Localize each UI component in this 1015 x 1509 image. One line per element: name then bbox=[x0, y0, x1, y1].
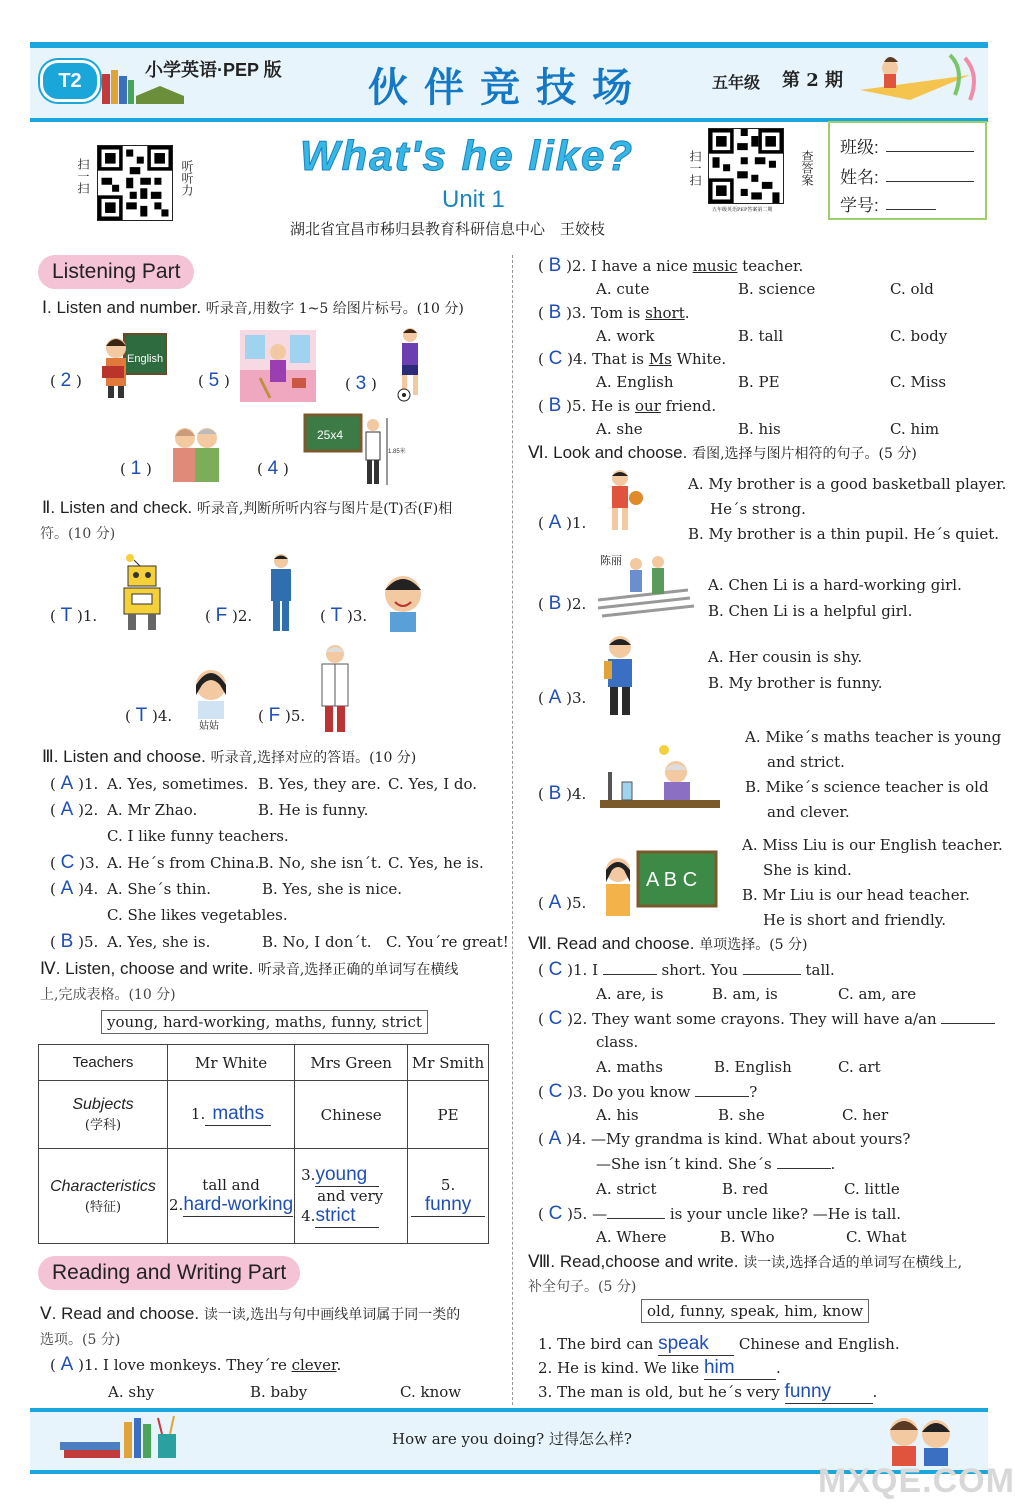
s8-sentence-2[interactable]: 2. He is kind. We like him . bbox=[538, 1357, 781, 1378]
tall-teacher-blackboard-image bbox=[303, 413, 406, 488]
name-label: 姓名: bbox=[840, 168, 879, 187]
s3-option-b: B. He is funny. bbox=[258, 801, 369, 819]
reading-part-heading: Reading and Writing Part bbox=[38, 1256, 300, 1290]
s5-option-a: A. she bbox=[596, 420, 643, 438]
english-teacher-abc-board-image bbox=[598, 852, 718, 924]
s3-option-a: A. Yes, sometimes. bbox=[107, 775, 249, 793]
s7-option-b: B. red bbox=[722, 1180, 769, 1198]
s6-heading: Ⅵ. Look and choose. 看图,选择与图片相符的句子。(5 分) bbox=[528, 443, 917, 462]
s3-option-c: C. I like funny teachers. bbox=[107, 827, 289, 845]
table-header-teachers: Teachers bbox=[39, 1045, 168, 1081]
s5-answer-2[interactable]: ( B )2. I have a nice music teacher. bbox=[538, 255, 804, 276]
s2-heading: Ⅱ. Listen and check. 听录音,判断所听内容与图片是(T)否(F)相 bbox=[42, 498, 453, 517]
s2-heading-cont: 符。(10 分) bbox=[40, 526, 116, 542]
s3-option-b: B. Yes, they are. bbox=[258, 775, 381, 793]
s6-4-option-b2: and clever. bbox=[767, 803, 850, 821]
cell-subject-1[interactable]: 1. maths bbox=[168, 1081, 295, 1149]
board-math-text: 25x4 bbox=[317, 428, 344, 442]
s7-option-c: C. art bbox=[838, 1058, 881, 1076]
s5-option-c: C. Miss bbox=[890, 373, 947, 391]
table-header-mr-smith: Mr Smith bbox=[408, 1045, 489, 1081]
s8-heading: Ⅷ. Read,choose and write. 读一读,选择合适的单词写在横线上, bbox=[528, 1252, 963, 1271]
column-divider bbox=[512, 255, 513, 1405]
abc-board-text: A B C bbox=[646, 869, 698, 891]
row-characteristics-label: Characteristics (特征) bbox=[39, 1149, 168, 1244]
grandparents-image bbox=[165, 422, 227, 484]
s2-item-2[interactable]: ( F )2. bbox=[205, 605, 253, 626]
brand-title: 伙伴竞技场 bbox=[368, 66, 648, 110]
s7-4-reply: —She isn´t kind. She´s . bbox=[596, 1155, 836, 1173]
class-label: 班级: bbox=[840, 138, 879, 157]
s5-answer-3[interactable]: ( B )3. Tom is short. bbox=[538, 302, 690, 323]
s5-option-a: A. cute bbox=[596, 280, 650, 298]
aunt-label: 姑姑 bbox=[199, 721, 219, 732]
s2-item-1[interactable]: ( T )1. bbox=[50, 605, 98, 626]
s7-question-3[interactable]: ( C )3. Do you know ? bbox=[538, 1081, 758, 1102]
boy-playing-football-image bbox=[390, 325, 430, 403]
s6-5-option-b: B. Mr Liu is our head teacher. bbox=[742, 886, 970, 904]
s7-question-4[interactable]: ( A )4. —My grandma is kind. What about yours? bbox=[538, 1128, 911, 1149]
unit-label: Unit 1 bbox=[442, 186, 505, 213]
cell-subject-pe: PE bbox=[408, 1081, 489, 1149]
table-header-mr-white: Mr White bbox=[168, 1045, 295, 1081]
s7-option-c: C. her bbox=[842, 1106, 889, 1124]
s5-option-a: A. shy bbox=[108, 1383, 155, 1401]
s6-3-option-a: A. Her cousin is shy. bbox=[708, 648, 863, 666]
s6-answer-4[interactable]: ( B )4. bbox=[538, 783, 587, 804]
s6-5-option-b2: He is short and friendly. bbox=[763, 911, 947, 929]
table-header-mrs-green: Mrs Green bbox=[295, 1045, 408, 1081]
s5-option-c: C. old bbox=[890, 280, 934, 298]
s2-item-3[interactable]: ( T )3. bbox=[320, 605, 368, 626]
issue-badge: T2 bbox=[40, 60, 100, 102]
s5-option-a: A. work bbox=[596, 327, 655, 345]
qr-caption: 五年级英语PEP答案第二期 bbox=[712, 207, 773, 213]
s5-heading-cont: 选项。(5 分) bbox=[40, 1332, 121, 1348]
s5-answer-5[interactable]: ( B )5. He is our friend. bbox=[538, 395, 717, 416]
s5-option-c: C. body bbox=[890, 327, 948, 345]
s2-item-4[interactable]: ( T )4. bbox=[125, 705, 173, 726]
grade-label: 五年级 bbox=[712, 73, 761, 92]
girl-reading-english-image bbox=[96, 330, 168, 400]
doctor-image bbox=[316, 642, 354, 736]
s3-option-b: B. No, I don´t. bbox=[262, 933, 372, 951]
s5-option-b: B. PE bbox=[738, 373, 780, 391]
board-english-text: English bbox=[127, 353, 164, 365]
height-label: 1.85米 bbox=[388, 449, 406, 455]
cell-char-white[interactable]: tall and 2.hard-working bbox=[168, 1149, 295, 1244]
girl-cleaning-room-image bbox=[240, 330, 316, 402]
s5-option-a: A. English bbox=[596, 373, 674, 391]
id-field[interactable] bbox=[886, 209, 936, 210]
s7-option-a: A. are, is bbox=[596, 985, 664, 1003]
s1-answer-2[interactable]: ( 5 ) bbox=[198, 370, 230, 391]
s6-4-option-a: A. Mike´s maths teacher is young bbox=[745, 728, 1002, 746]
s7-option-c: C. What bbox=[846, 1228, 907, 1246]
s1-answer-3[interactable]: ( 3 ) bbox=[345, 373, 377, 394]
girl-helping-old-man-cross-road-image bbox=[598, 550, 696, 622]
s5-option-b: B. baby bbox=[250, 1383, 308, 1401]
s7-option-a: A. his bbox=[596, 1106, 639, 1124]
qr-right-hint: 扫一扫 bbox=[688, 150, 702, 186]
s3-option-a: A. She´s thin. bbox=[107, 880, 212, 898]
s8-sentence-3[interactable]: 3. The man is old, but he´s very funny . bbox=[538, 1381, 878, 1402]
chen-li-label: 陈丽 bbox=[600, 554, 622, 567]
s3-option-b: B. Yes, she is nice. bbox=[262, 880, 403, 898]
man-in-suit-image bbox=[266, 552, 296, 634]
s3-option-a: A. He´s from China. bbox=[107, 854, 260, 872]
s7-question-1[interactable]: ( C )1. I short. You tall. bbox=[538, 959, 835, 980]
qr-left-label: 听听力 bbox=[180, 160, 194, 196]
s7-option-a: A. maths bbox=[596, 1058, 663, 1076]
s7-heading: Ⅶ. Read and choose. 单项选择。(5 分) bbox=[528, 934, 808, 953]
author-line: 湖北省宜昌市秭归县教育科研信息中心 王姣枝 bbox=[290, 220, 606, 238]
qr-right-label: 查答案 bbox=[800, 150, 814, 186]
row-subjects-label: Subjects (学科) bbox=[39, 1081, 168, 1149]
footer-text: How are you doing? 过得怎么样? bbox=[392, 1430, 632, 1448]
s6-2-option-b: B. Chen Li is a helpful girl. bbox=[708, 602, 913, 620]
s6-4-option-b: B. Mike´s science teacher is old bbox=[745, 778, 989, 796]
s2-item-5[interactable]: ( F )5. bbox=[258, 705, 306, 726]
s3-option-a: A. Mr Zhao. bbox=[107, 801, 198, 819]
s7-option-c: C. am, are bbox=[838, 985, 917, 1003]
science-teacher-image bbox=[600, 742, 720, 810]
s7-option-b: B. am, is bbox=[712, 985, 778, 1003]
s7-option-b: B. Who bbox=[720, 1228, 775, 1246]
teachers-table bbox=[38, 1044, 489, 1244]
s5-option-b: B. his bbox=[738, 420, 781, 438]
issue-label: 第 2 期 bbox=[782, 70, 844, 91]
s7-option-c: C. little bbox=[844, 1180, 900, 1198]
s5-heading: Ⅴ. Read and choose. 读一读,选出与句中画线单词属于同一类的 bbox=[40, 1304, 461, 1323]
s8-heading-cont: 补全句子。(5 分) bbox=[528, 1279, 637, 1295]
qr-left-hint: 扫一扫 bbox=[76, 158, 90, 194]
s7-2-continuation: class. bbox=[596, 1033, 639, 1051]
s6-answer-5[interactable]: ( A )5. bbox=[538, 892, 587, 913]
s6-3-option-b: B. My brother is funny. bbox=[708, 674, 883, 692]
s7-option-b: B. English bbox=[714, 1058, 792, 1076]
page-title: What's he like? bbox=[300, 132, 635, 179]
s1-answer-5[interactable]: ( 4 ) bbox=[257, 458, 289, 479]
s8-sentence-1[interactable]: 1. The bird can speak Chinese and English. bbox=[538, 1333, 900, 1354]
s3-option-c: C. Yes, he is. bbox=[388, 854, 484, 872]
s3-option-b: B. No, she isn´t. bbox=[258, 854, 382, 872]
s5-option-b: B. tall bbox=[738, 327, 784, 345]
s3-answer-2[interactable]: ( A )2. bbox=[50, 799, 99, 820]
s4-heading-cont: 上,完成表格。(10 分) bbox=[40, 987, 176, 1003]
s5-option-c: C. know bbox=[400, 1383, 462, 1401]
s6-answer-1[interactable]: ( A )1. bbox=[538, 512, 587, 533]
s5-answer-4[interactable]: ( C )4. That is Ms White. bbox=[538, 348, 727, 369]
robot-image bbox=[112, 552, 172, 634]
s5-answer-1[interactable]: ( A )1. I love monkeys. They´re clever. bbox=[50, 1354, 342, 1375]
class-field[interactable] bbox=[886, 151, 974, 152]
cell-char-smith[interactable]: 5.funny bbox=[408, 1149, 489, 1244]
s4-heading: Ⅳ. Listen, choose and write. 听录音,选择正确的单词写在横线 bbox=[40, 959, 459, 978]
s3-heading: Ⅲ. Listen and choose. 听录音,选择对应的答语。(10 分) bbox=[42, 747, 417, 766]
s1-answer-4[interactable]: ( 1 ) bbox=[120, 458, 152, 479]
qr-code-listening[interactable] bbox=[97, 145, 173, 221]
s5-option-c: C. him bbox=[890, 420, 940, 438]
s6-5-option-a2: She is kind. bbox=[763, 861, 852, 879]
series-label: 小学英语·PEP 版 bbox=[145, 60, 282, 80]
s6-5-option-a: A. Miss Liu is our English teacher. bbox=[742, 836, 1003, 854]
cell-char-green[interactable]: 3.young and very 4.strict bbox=[295, 1149, 408, 1244]
watermark: MXQE.COM bbox=[818, 1462, 1015, 1500]
s3-option-c: C. You´re great! bbox=[386, 933, 509, 951]
s3-option-c: C. Yes, I do. bbox=[388, 775, 478, 793]
qr-code-answers[interactable] bbox=[708, 128, 784, 204]
s3-answer-4[interactable]: ( A )4. bbox=[50, 878, 99, 899]
id-label: 学号: bbox=[840, 196, 879, 215]
aunt-image bbox=[190, 665, 232, 733]
s6-answer-3[interactable]: ( A )3. bbox=[538, 687, 587, 708]
s1-answer-1[interactable]: ( 2 ) bbox=[50, 370, 82, 391]
s6-1-option-a: A. My brother is a good basketball player. bbox=[688, 475, 1007, 493]
s3-option-a: A. Yes, she is. bbox=[107, 933, 211, 951]
s7-option-a: A. strict bbox=[596, 1180, 657, 1198]
s6-answer-2[interactable]: ( B )2. bbox=[538, 593, 587, 614]
s6-2-option-a: A. Chen Li is a hard-working girl. bbox=[708, 576, 962, 594]
name-field[interactable] bbox=[886, 181, 974, 182]
s7-option-a: A. Where bbox=[596, 1228, 667, 1246]
s3-answer-1[interactable]: ( A )1. bbox=[50, 773, 99, 794]
s3-answer-3[interactable]: ( C )3. bbox=[50, 852, 100, 873]
s5-option-b: B. science bbox=[738, 280, 816, 298]
listening-part-heading: Listening Part bbox=[38, 255, 194, 289]
footer-kids-icon bbox=[880, 1410, 960, 1466]
s4-word-bank: young, hard-working, maths, funny, strict bbox=[101, 1010, 428, 1034]
s3-answer-5[interactable]: ( B )5. bbox=[50, 931, 99, 952]
shy-boy-image bbox=[598, 633, 642, 719]
s6-4-option-a2: and strict. bbox=[767, 753, 845, 771]
s1-heading: Ⅰ. Listen and number. 听录音,用数字 1~5 给图片标号。(10 分) bbox=[42, 298, 464, 317]
s7-option-b: B. she bbox=[718, 1106, 765, 1124]
s7-question-2[interactable]: ( C )2. They want some crayons. They will have a/an bbox=[538, 1008, 995, 1030]
student-info-box bbox=[828, 121, 987, 220]
footer-books-icon bbox=[50, 1412, 190, 1462]
paper-plane-illustration bbox=[850, 50, 985, 110]
basketball-boy-image bbox=[596, 468, 652, 534]
s6-1-option-b: B. My brother is a thin pupil. He´s quiet. bbox=[688, 525, 1000, 543]
smiling-boy-image bbox=[378, 570, 428, 632]
s3-option-c: C. She likes vegetables. bbox=[107, 906, 288, 924]
s6-1-option-a2: He´s strong. bbox=[710, 500, 806, 518]
cell-subject-chinese: Chinese bbox=[295, 1081, 408, 1149]
s7-question-5[interactable]: ( C )5. — is your uncle like? —He is tall. bbox=[538, 1203, 902, 1224]
s8-word-bank: old, funny, speak, him, know bbox=[641, 1299, 869, 1323]
